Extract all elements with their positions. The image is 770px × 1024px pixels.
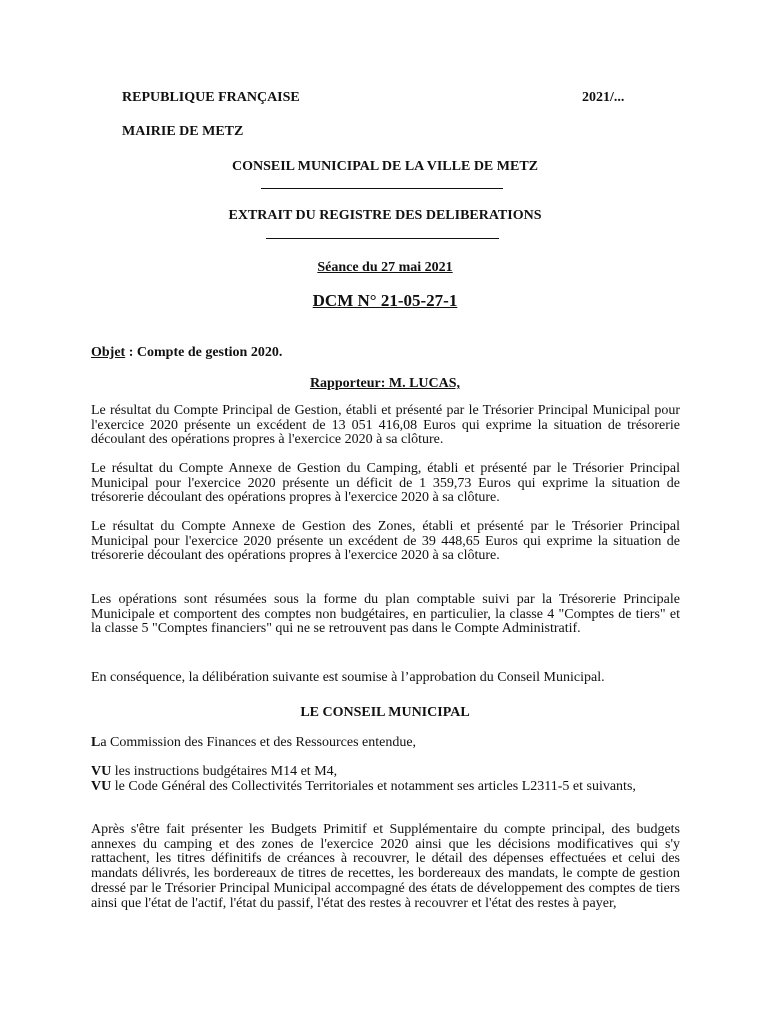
object-label: Objet xyxy=(91,345,126,360)
vu-text: le Code Général des Collectivités Territoriales et notamment ses articles L2311-5 et suivants, xyxy=(111,779,636,794)
commission-text: a Commission des Finances et des Ressources entendue, xyxy=(100,735,417,750)
object-text: : Compte de gestion 2020. xyxy=(125,345,283,360)
session-date: Séance du 27 mai 2021 xyxy=(317,260,453,275)
paragraph-operations: Les opérations sont résumées sous la forme du plan comptable suivi par la Trésorerie Principale Municipale et comportent des comptes non budgétaires, en particulier, la classe 4 "Comptes de tiers" et la classe 5 "Comptes financiers" qui ne se retrouvent pas dans le Compte Administratif. xyxy=(91,592,680,637)
commission-line xyxy=(91,736,680,751)
republic-heading: REPUBLIQUE FRANÇAISE xyxy=(122,90,300,105)
vu-code xyxy=(91,780,680,795)
extract-heading: EXTRAIT DU REGISTRE DES DELIBERATIONS xyxy=(228,208,542,223)
paragraph-consequence: En conséquence, la délibération suivante est soumise à l’approbation du Conseil Municipal. xyxy=(91,670,605,685)
vu-text: les instructions budgétaires M14 et M4, xyxy=(111,764,338,779)
commission-initial: L xyxy=(91,735,101,750)
paragraph-principal-account: Le résultat du Compte Principal de Gestion, établi et présenté par le Trésorier Principal Municipal pour l'exercice 2020 présente un excédent de 13 051 416,08 Euros qui exprime la situation de trésorerie découlant des opérations propres à l'exercice 2020 à sa clôture. xyxy=(91,403,680,448)
council-decision-heading: LE CONSEIL MUNICIPAL xyxy=(300,705,470,720)
paragraph-apres: Après s'être fait présenter les Budgets Primitif et Supplémentaire du compte principal, des budgets annexes du camping et des zones de l'exercice 2020 ainsi que les décisions modificatives qui s'y rattachent, les titres définitifs de créances à recouvrer, le détail des dépenses effectuées et celui des mandats délivrés, les bordereaux de titres de recettes, les bordereaux des mandats, le compte de gestion dressé par le Trésorier Principal Municipal accompagné des états de développement des comptes de tiers ainsi que l'état de l'actif, l'état du passif, l'état des restes à recouvrer et l'état des restes à payer, xyxy=(91,822,680,911)
vu-instructions xyxy=(91,765,680,780)
paragraph-camping-account: Le résultat du Compte Annexe de Gestion du Camping, établi et présenté par le Trésorier Principal Municipal pour l'exercice 2020 présente un déficit de 1 359,73 Euros qui exprime la situation de trésorerie découlant des opérations propres à l'exercice 2020 à sa clôture. xyxy=(91,461,680,506)
object-line xyxy=(91,345,282,360)
council-heading: CONSEIL MUNICIPAL DE LA VILLE DE METZ xyxy=(232,159,538,174)
reference-number: 2021/... xyxy=(582,90,625,105)
vu-label: VU xyxy=(91,764,112,779)
mairie-heading: MAIRIE DE METZ xyxy=(122,124,244,139)
paragraph-zones-account: Le résultat du Compte Annexe de Gestion des Zones, établi et présenté par le Trésorier Principal Municipal pour l'exercice 2020 présente un excédent de 39 448,65 Euros qui exprime la situation de trésorerie découlant des opérations propres à l'exercice 2020 à sa clôture. xyxy=(91,519,680,564)
divider xyxy=(261,188,503,189)
vu-label: VU xyxy=(91,779,112,794)
rapporteur: Rapporteur: M. LUCAS, xyxy=(309,376,461,391)
divider xyxy=(266,238,499,239)
dcm-number: DCM N° 21-05-27-1 xyxy=(312,291,458,310)
